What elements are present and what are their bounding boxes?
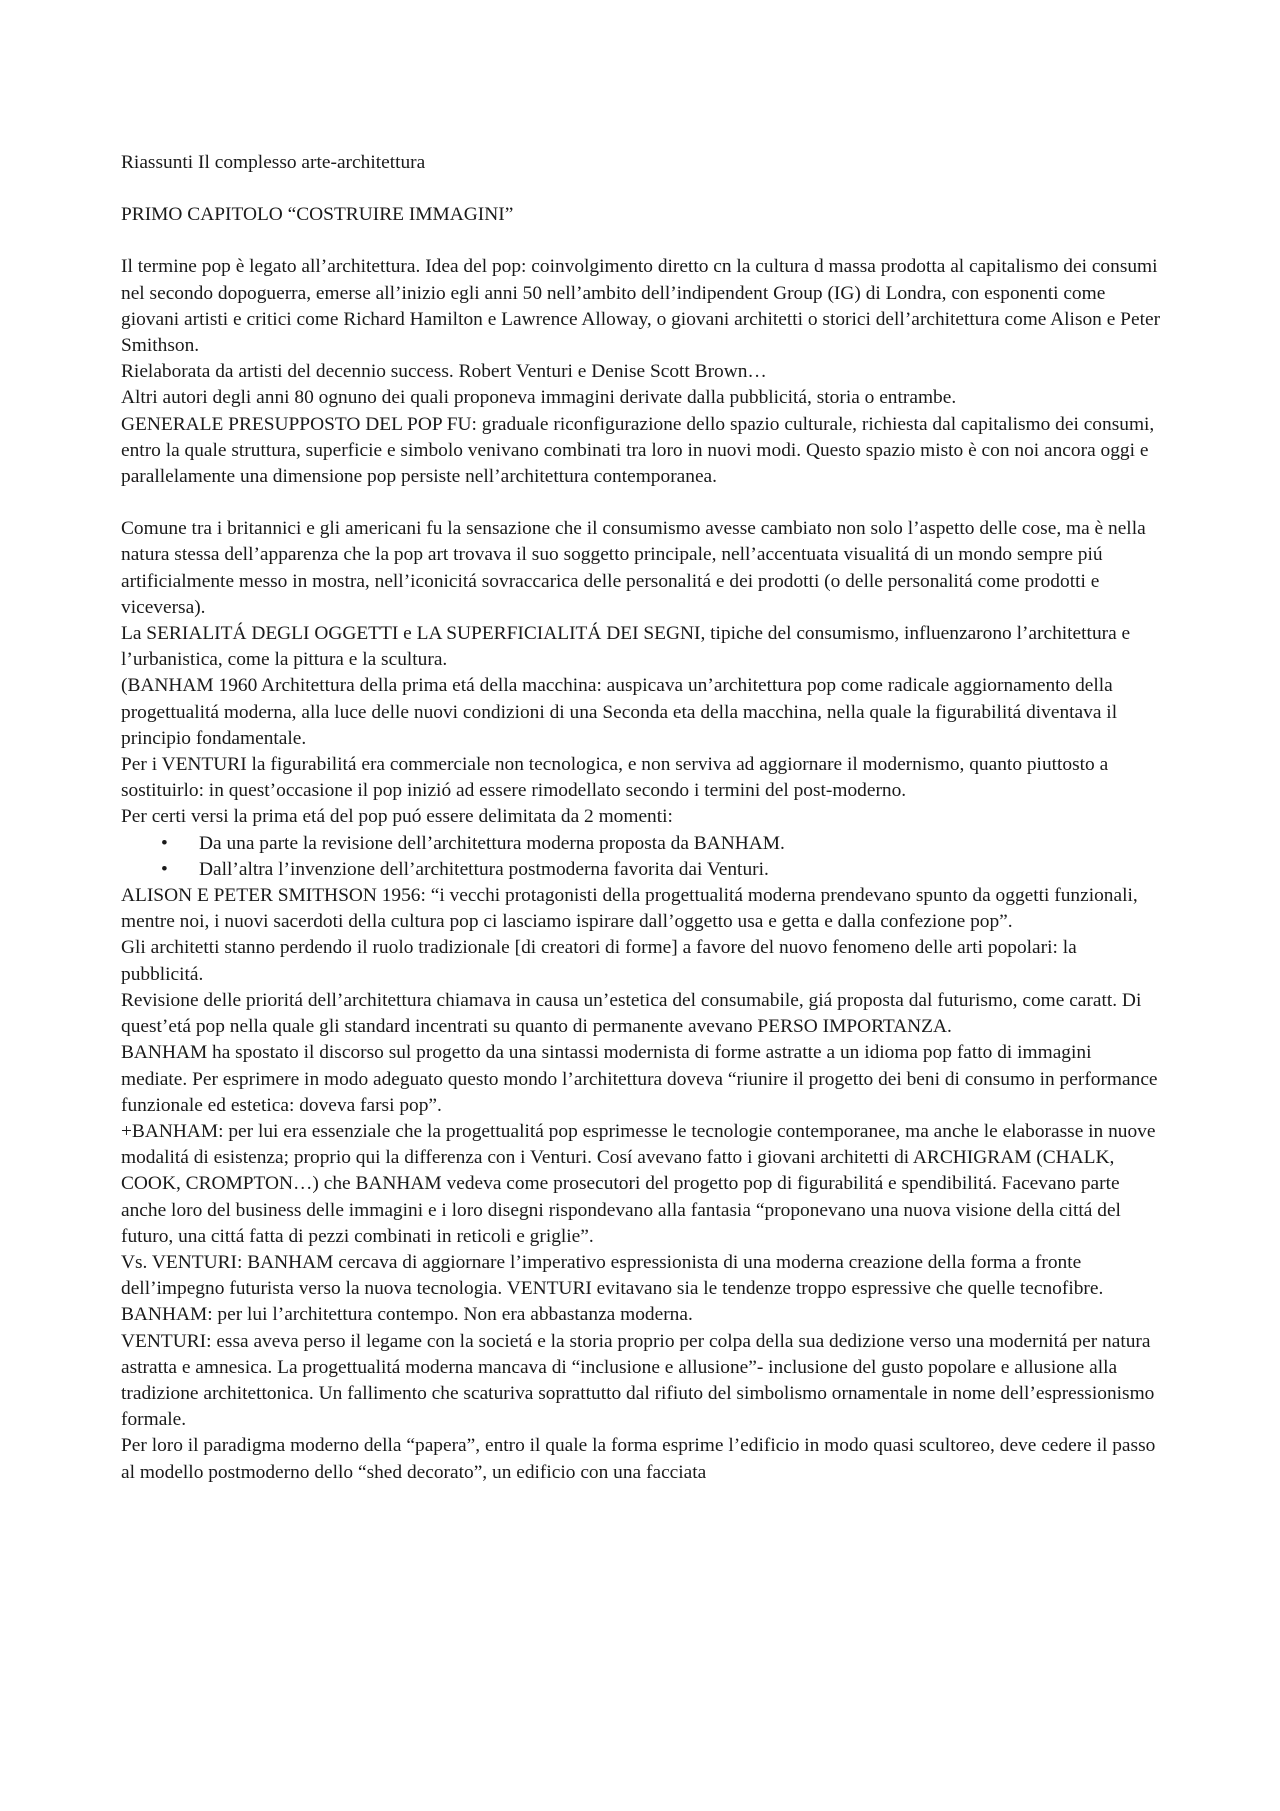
paragraph: Vs. VENTURI: BANHAM cercava di aggiornare l’imperativo espressionista di una moderna creazione della forma a fronte dell’impegno futurista verso la nuova tecnologia. VENTURI evitavano sia le tendenze troppo espressive che quelle tecnofibre. <box>121 1251 1104 1300</box>
paragraph: Per i VENTURI la figurabilitá era commerciale non tecnologica, e non serviva ad aggiornare il modernismo, quanto piuttosto a sostituirlo: in quest’occasione il pop inizió ad essere rimodellato secondo i termini del post-moderno. <box>121 754 1109 802</box>
paragraph: Comune tra i britannici e gli americani fu la sensazione che il consumismo avesse cambiato non solo l’aspetto delle cose, ma è nella natura stessa dell’apparenza che la pop art trovava il suo soggetto principale, nell’accentuata visualitá di un mondo sempre piú artificialmente messo in mostra, nell’iconicitá sovraccarica delle personalitá e dei prodotti (o delle personalitá come prodotti e viceversa). <box>121 518 1146 618</box>
list-item <box>121 857 1161 883</box>
document-page <box>121 150 1161 1486</box>
paragraph: Per certi versi la prima etá del pop puó essere delimitata da 2 momenti: <box>121 806 673 828</box>
paragraph: Per loro il paradigma moderno della “papera”, entro il quale la forma esprime l’edificio in modo quasi scultoreo, deve cedere il passo al modello postmoderno dello “shed decorato”, un edificio con una facciata <box>121 1435 1156 1483</box>
paragraph: GENERALE PRESUPPOSTO DEL POP FU: graduale riconfigurazione dello spazio culturale, richiesta dal capitalismo dei consumi, entro la quale struttura, superficie e simbolo venivano combinati tra loro in nuovi modi. Questo spazio misto è con noi ancora oggi e parallelamente una dimensione pop persiste nell’architettura contemporanea. <box>121 413 1155 488</box>
bullet-icon: • <box>161 832 168 854</box>
paragraph: BANHAM: per lui l’architettura contempo. Non era abbastanza moderna. <box>121 1304 693 1326</box>
paragraph: La SERIALITÁ DEGLI OGGETTI e LA SUPERFICIALITÁ DEI SEGNI, tipiche del consumismo, influenzarono l’architettura e l’urbanistica, come la pittura e la scultura. <box>121 623 1131 671</box>
bullet-icon: • <box>161 858 168 880</box>
paragraph: (BANHAM 1960 Architettura della prima etá della macchina: auspicava un’architettura pop come radicale aggiornamento della progettualitá moderna, alla luce delle nuovi condizioni di una Seconda eta della macchina, nella quale la figurabilitá diventava il principio fondamentale. <box>121 675 1118 749</box>
paragraph: Revisione delle prioritá dell’architettura chiamava in causa un’estetica del consumabile, giá proposta dal futurismo, come caratt. Di quest’etá pop nella quale gli standard incentrati su quanto di permanente avevano PERSO IMPORTANZA. <box>121 989 1142 1038</box>
chapter-heading: PRIMO CAPITOLO “COSTRUIRE IMMAGINI” <box>121 204 514 226</box>
paragraph: Altri autori degli anni 80 ognuno dei quali proponeva immagini derivate dalla pubblicitá, storia o entrambe. <box>121 387 957 409</box>
paragraph: Il termine pop è legato all’architettura. Idea del pop: coinvolgimento diretto cn la cultura d massa prodotta al capitalismo dei consumi nel secondo dopoguerra, emerse all’inizio egli anni 50 nell’ambito dell’indipendent Group (IG) di Londra, con esponenti come giovani artisti e critici come Richard Hamilton e Lawrence Alloway, o giovani architetti o storici dell’architettura come Alison e Peter Smithson. <box>121 256 1161 357</box>
list-item-text: Dall’altra l’invenzione dell’architettura postmoderna favorita dai Venturi. <box>199 858 769 880</box>
paragraph: +BANHAM: per lui era essenziale che la progettualitá pop esprimesse le tecnologie contemporanee, ma anche le elaborasse in nuove modalitá di esistenza; proprio qui la differenza con i Venturi. Cosí avevano fatto i giovani architetti di ARCHIGRAM (CHALK, COOK, CROMPTON…) che BANHAM vedeva come prosecutori del progetto pop di figurabilitá e spendibilitá. Facevano parte anche loro del business delle immagini e i loro disegni rispondevano alla fantasia “proponevano una nuova visione della cittá del futuro, una cittá fatta di pezzi combinati in reticoli e griglie”. <box>121 1120 1156 1247</box>
document-title: Riassunti Il complesso arte-architettura <box>121 152 426 173</box>
paragraph: Rielaborata da artisti del decennio success. Robert Venturi e Denise Scott Brown… <box>121 361 767 383</box>
list-item-text: Da una parte la revisione dell’architettura moderna proposta da BANHAM. <box>199 832 785 854</box>
paragraph: BANHAM ha spostato il discorso sul progetto da una sintassi modernista di forme astratte a un idioma pop fatto di immagini mediate. Per esprimere in modo adeguato questo mondo l’architettura doveva “riunire il progetto dei beni di consumo in performance funzionale ed estetica: doveva farsi pop”. <box>121 1042 1158 1116</box>
list-item <box>121 831 1161 857</box>
paragraph: VENTURI: essa aveva perso il legame con la societá e la storia proprio per colpa della sua dedizione verso una modernitá per natura astratta e amnesica. La progettualitá moderna mancava di “inclusione e allusione”- inclusione del gusto popolare e allusione alla tradizione architettonica. Un fallimento che scaturiva soprattutto dal rifiuto del simbolismo ornamentale in nome dell’espressionismo formale. <box>121 1330 1155 1431</box>
bullet-list <box>121 831 1161 883</box>
paragraph: ALISON E PETER SMITHSON 1956: “i vecchi protagonisti della progettualitá moderna prendevano spunto da oggetti funzionali, mentre noi, i nuovi sacerdoti della cultura pop ci lasciamo ispirare dall’oggetto usa e getta e dalla confezione pop”. <box>121 885 1138 933</box>
paragraph: Gli architetti stanno perdendo il ruolo tradizionale [di creatori di forme] a favore del nuovo fenomeno delle arti popolari: la pubblicitá. <box>121 937 1077 985</box>
